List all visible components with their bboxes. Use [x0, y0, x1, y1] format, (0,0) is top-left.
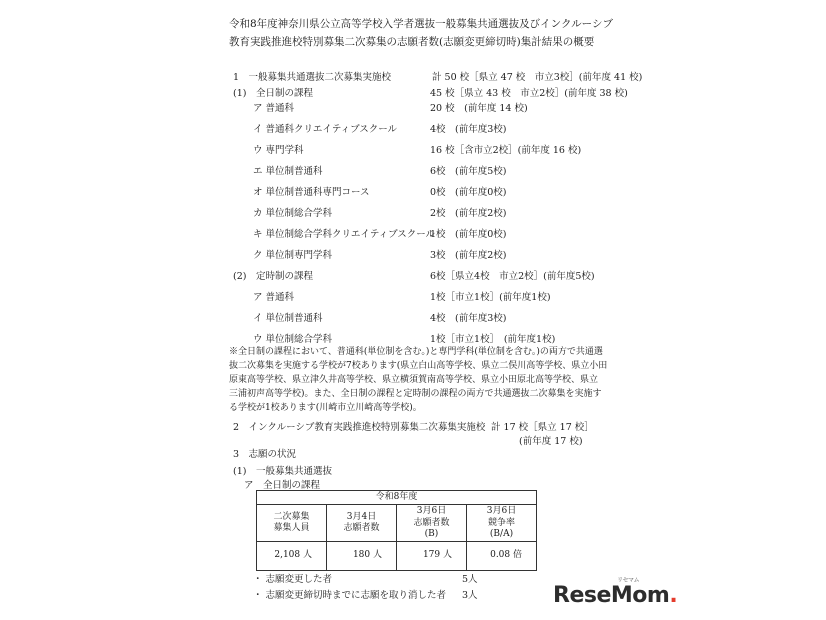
table-header-cell: 3月6日 競争率 (B/A): [467, 505, 537, 542]
list-item-value: 4校 (前年度3校): [430, 313, 507, 324]
table-header-cell: 3月4日 志願者数: [327, 505, 397, 542]
table-row: [257, 542, 537, 571]
section-1-heading: 1 一般募集共通選抜二次募集実施校: [233, 72, 392, 83]
list-item-label: カ 単位制総合学科: [253, 208, 333, 219]
bullet-label: ・ 志願変更締切時までに志願を取り消した者: [253, 590, 447, 601]
list-item-label: イ 単位制普通科: [253, 313, 323, 324]
list-item-label: ア 普通科: [253, 292, 295, 303]
title-line-2: 教育実践推進校特別募集二次募集の志願者数(志願変更締切時)集計結果の概要: [229, 36, 595, 48]
section-1-total: 計 50 校［県立 47 校 市立3校］(前年度 41 校): [432, 72, 643, 83]
logo-dot: .: [669, 583, 678, 608]
resemom-logo: [553, 577, 678, 608]
applicants-table: [256, 490, 537, 571]
bullet-value: 5人: [462, 574, 478, 585]
fulltime-heading: (1) 全日制の課程: [233, 88, 313, 99]
table-cell: 179 人: [397, 542, 467, 571]
table-cell: 0.08 倍: [467, 542, 537, 571]
section-2-heading: 2 インクルーシブ教育実践推進校特別募集二次募集実施校: [233, 422, 486, 433]
list-item-value: 4校 (前年度3校): [430, 124, 507, 135]
title-line-1: 令和8年度神奈川県公立高等学校入学者選抜一般募集共通選抜及びインクルーシブ: [229, 18, 613, 30]
list-item-value: 3校 (前年度2校): [430, 250, 507, 261]
section-3-sub-heading: (1) 一般募集共通選抜: [233, 466, 332, 477]
list-item-value: 2校 (前年度2校): [430, 208, 507, 219]
fulltime-total: 45 校［県立 43 校 市立2校］(前年度 38 校): [430, 88, 628, 99]
parttime-heading: (2) 定時制の課程: [233, 271, 313, 282]
list-item-value: 1校［市立1校］(前年度1校): [430, 292, 551, 303]
list-item-value: 16 校［含市立2校］(前年度 16 校): [430, 145, 582, 156]
note-line: 抜二次募集を実施する学校が7校あります(県立白山高等学校、県立二俣川高等学校、県立小田: [229, 361, 608, 371]
section-2-total: 計 17 校［県立 17 校］: [491, 422, 594, 433]
note-line: る学校が1校あります(川崎市立川崎高等学校)。: [229, 403, 422, 413]
logo-ruby: リセマム: [617, 577, 639, 584]
table-header-cell: 3月6日 志願者数 (B): [397, 505, 467, 542]
list-item-label: ウ 単位制総合学科: [253, 334, 333, 345]
list-item-label: オ 単位制普通科専門コース: [253, 187, 370, 198]
note-line: 三浦初声高等学校)。また、全日制の課程と定時制の課程の両方で共通選抜二次募集を実施す: [229, 389, 602, 399]
list-item-value: 0校 (前年度0校): [430, 187, 507, 198]
bullet-label: ・ 志願変更した者: [253, 574, 333, 585]
section-2-previous: (前年度 17 校): [519, 436, 583, 447]
list-item-value: 1校 (前年度0校): [430, 229, 507, 240]
bullet-value: 3人: [462, 590, 478, 601]
list-item-label: イ 普通科クリエイティブスクール: [253, 124, 398, 135]
table-header-cell: 二次募集 募集人員: [257, 505, 327, 542]
table-year-header: 令和8年度: [257, 491, 537, 505]
section-3-heading: 3 志願の状況: [233, 449, 297, 460]
list-item-label: ア 普通科: [253, 103, 295, 114]
table-row: [257, 491, 537, 505]
list-item-value: 6校 (前年度5校): [430, 166, 507, 177]
list-item-label: ク 単位制専門学科: [253, 250, 333, 261]
table-cell: 180 人: [327, 542, 397, 571]
list-item-value: 20 校 (前年度 14 校): [430, 103, 528, 114]
list-item-label: キ 単位制総合学科クリエイティブスクール: [253, 229, 436, 240]
parttime-total: 6校［県立4校 市立2校］(前年度5校): [430, 271, 595, 282]
logo-text: ReseMom: [553, 583, 670, 608]
note-line: 原東高等学校、県立津久井高等学校、県立横須賀南高等学校、県立小田原北高等学校、県立: [229, 375, 599, 385]
note-line: ※全日制の課程において、普通科(単位制を含む。)と専門学科(単位制を含む。)の両方で共通選: [229, 347, 603, 357]
table-cell: 2,108 人: [257, 542, 327, 571]
table-row: [257, 505, 537, 542]
list-item-label: エ 単位制普通科: [253, 166, 323, 177]
section-3-subsub-heading: ア 全日制の課程: [244, 480, 321, 491]
list-item-value: 1校［市立1校］ (前年度1校): [430, 334, 556, 345]
list-item-label: ウ 専門学科: [253, 145, 304, 156]
